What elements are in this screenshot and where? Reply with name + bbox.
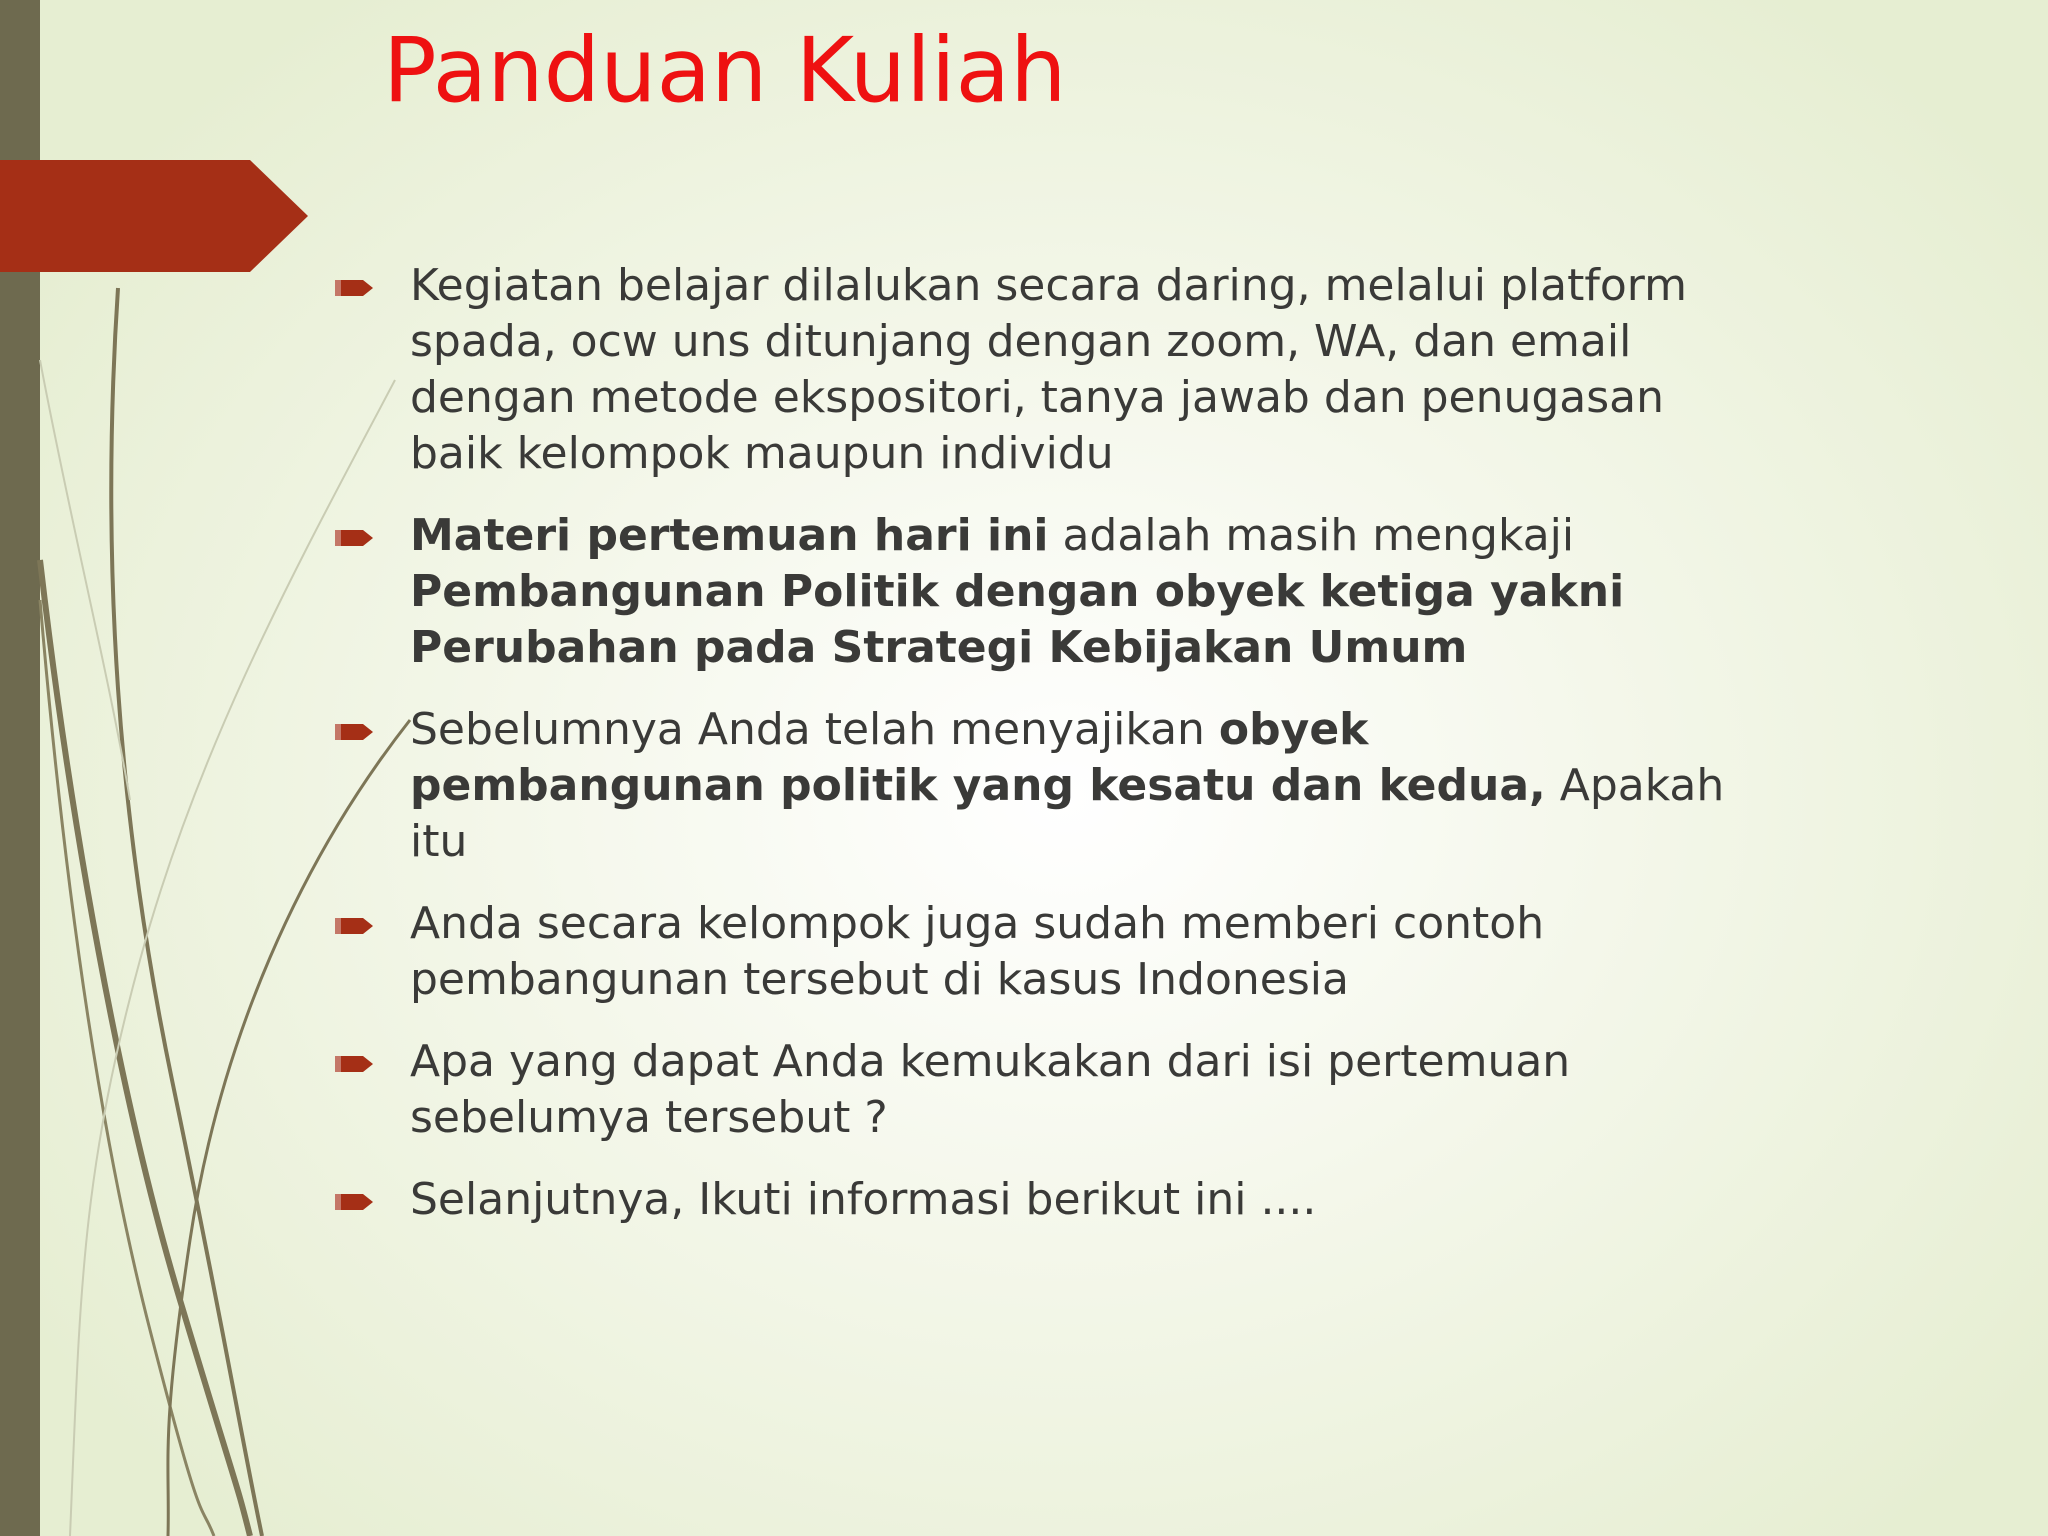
bullet-2-text: adalah masih mengkaji <box>1048 510 1575 561</box>
bullet-2-bold-topic: Pembangunan Politik dengan obyek ketiga yakni Perubahan pada Strategi Kebijakan Umum <box>410 566 1625 673</box>
bullet-list <box>330 258 1730 1254</box>
bullet-text-1: Kegiatan belajar dilalukan secara daring, melalui platform spada, ocw uns ditunjang dengan zoom, WA, dan email dengan metode ekspositori, tanya jawab dan penugasan baik kelompok maupun individu <box>410 260 1687 479</box>
bullet-3-text-start: Sebelumnya Anda telah menyajikan <box>410 704 1219 755</box>
bullet-text-6: Selanjutnya, Ikuti informasi berikut ini .... <box>410 1174 1317 1225</box>
bullet-3-text-end: Apakah itu <box>410 760 1725 867</box>
bullet-item-6 <box>330 1172 1730 1228</box>
arrow-bullet-icon <box>335 1190 377 1214</box>
bullet-text-5: Apa yang dapat Anda kemukakan dari isi pertemuan sebelumya tersebut ? <box>410 1036 1571 1143</box>
bullet-item-4 <box>330 896 1730 1008</box>
arrow-bullet-icon <box>335 1052 377 1076</box>
title-accent-arrow <box>0 160 308 272</box>
arrow-bullet-icon <box>335 914 377 938</box>
slide-title: Panduan Kuliah <box>383 18 1067 122</box>
bullet-3-bold: obyek pembangunan politik yang kesatu dan kedua, <box>410 704 1546 811</box>
bullet-text-4: Anda secara kelompok juga sudah memberi contoh pembangunan tersebut di kasus Indonesia <box>410 898 1545 1005</box>
arrow-bullet-icon <box>335 526 377 550</box>
arrow-bullet-icon <box>335 720 377 744</box>
bullet-2-bold-lead: Materi pertemuan hari ini <box>410 510 1049 561</box>
arrow-bullet-icon <box>335 276 377 300</box>
title-arrow-shape <box>0 160 308 272</box>
bullet-item-3 <box>330 702 1730 870</box>
bullet-item-2 <box>330 508 1730 676</box>
bullet-item-1 <box>330 258 1730 482</box>
bullet-item-5 <box>330 1034 1730 1146</box>
